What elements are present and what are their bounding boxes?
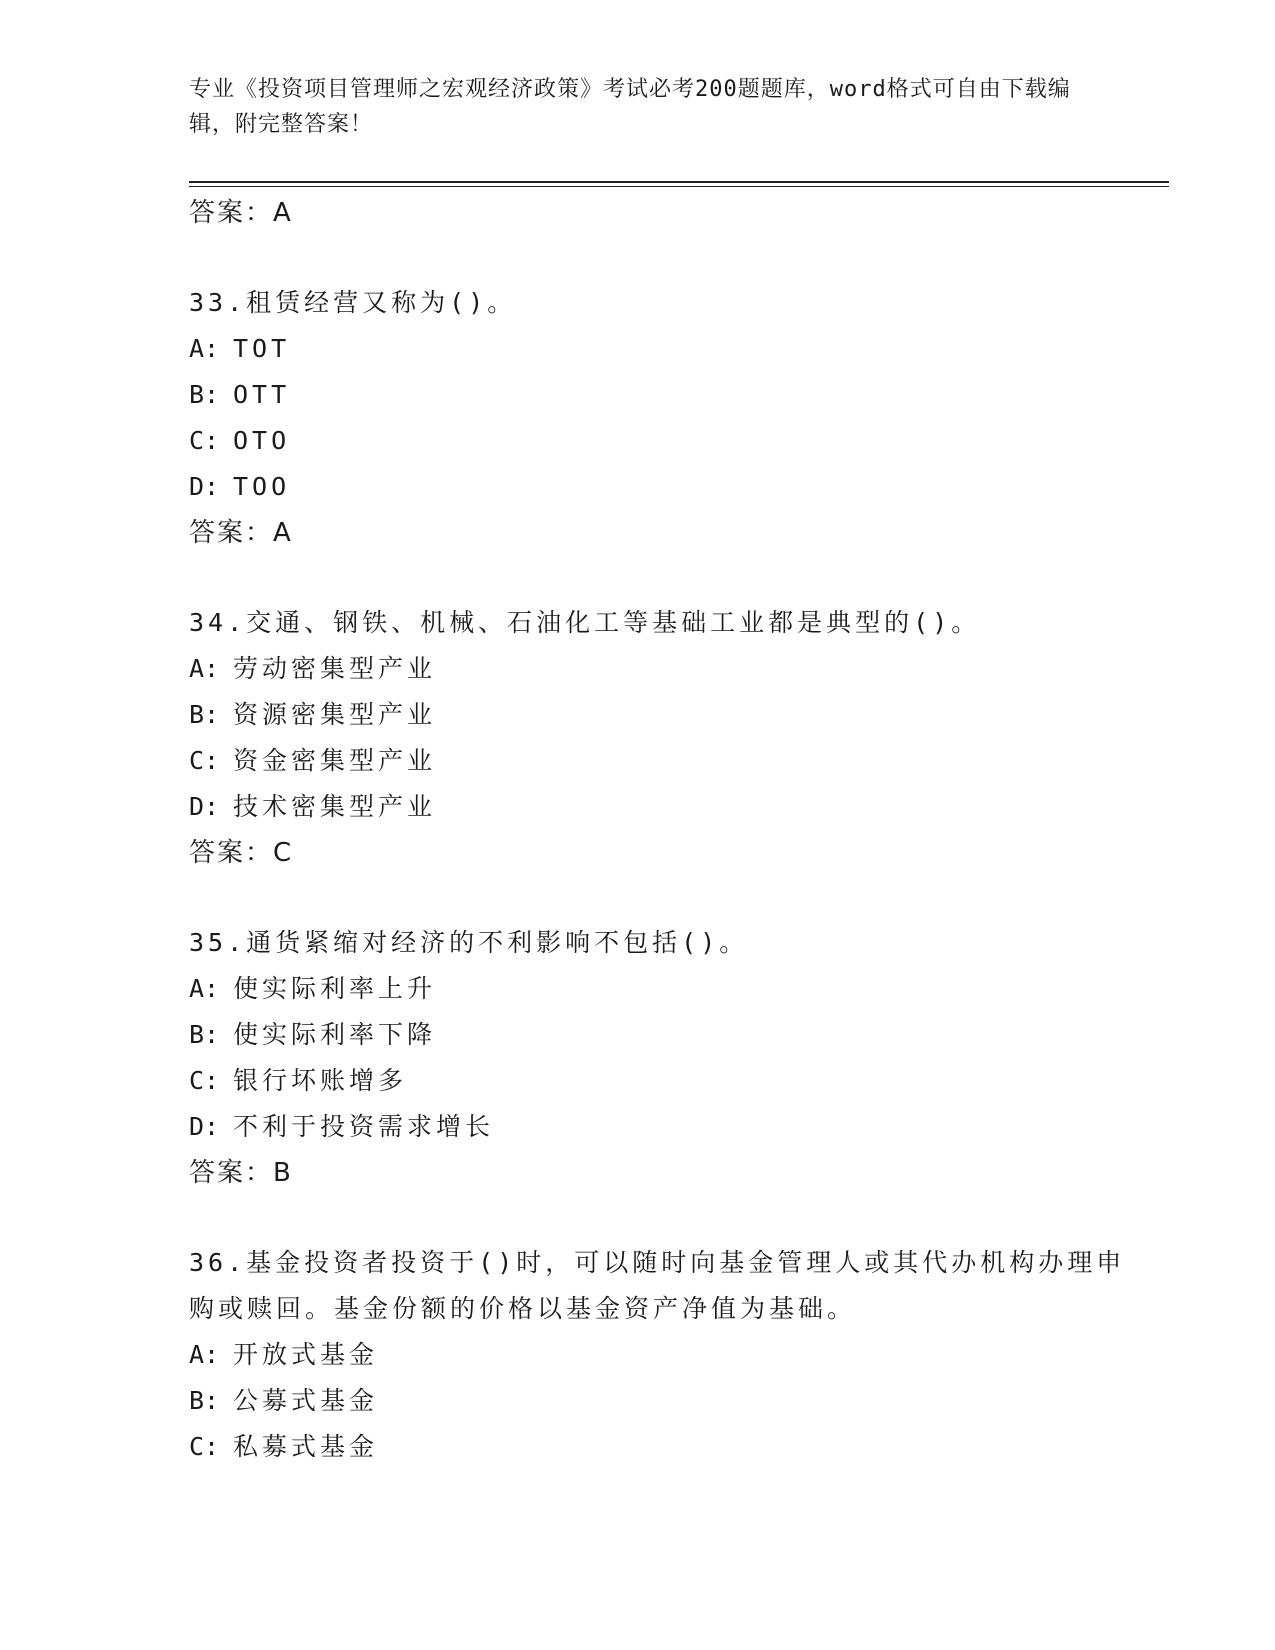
option-label: A:	[189, 974, 220, 1003]
question-block	[189, 1240, 1149, 1470]
document-header: 专业《投资项目管理师之宏观经济政策》考试必考200题题库，word格式可自由下载编辑，附完整答案！	[189, 77, 1071, 137]
question-block	[189, 280, 1149, 556]
question-stem: 36.基金投资者投资于()时，可以随时向基金管理人或其代办机构办理申购或赎回。基金份额的价格以基金资产净值为基础。	[189, 1248, 1126, 1323]
option-b	[189, 692, 1149, 738]
question-stem: 35.通货紧缩对经济的不利影响不包括()。	[189, 928, 749, 957]
option-c	[189, 1424, 1149, 1470]
option-text: 公募式基金	[233, 1386, 379, 1415]
option-label: D:	[189, 792, 220, 821]
option-label: D:	[189, 1112, 220, 1141]
option-a	[189, 1332, 1149, 1378]
option-text: 劳动密集型产业	[233, 654, 437, 683]
option-a	[189, 326, 1149, 372]
answer-line	[189, 510, 1149, 556]
question-stem: 33.租赁经营又称为()。	[189, 288, 517, 317]
option-label: B:	[189, 1386, 220, 1415]
option-label: B:	[189, 700, 220, 729]
question-block	[189, 600, 1149, 876]
option-c	[189, 1058, 1149, 1104]
answer-line	[189, 1150, 1149, 1196]
option-b	[189, 1012, 1149, 1058]
option-text: 银行坏账增多	[233, 1066, 408, 1095]
option-a	[189, 646, 1149, 692]
option-label: C:	[189, 1066, 220, 1095]
option-c	[189, 738, 1149, 784]
question-block	[189, 920, 1149, 1196]
option-label: C:	[189, 426, 220, 455]
option-label: C:	[189, 746, 220, 775]
option-b	[189, 1378, 1149, 1424]
option-a	[189, 966, 1149, 1012]
answer-key: B	[273, 1158, 291, 1188]
spacer	[189, 556, 1149, 600]
header-divider-thin	[189, 186, 1169, 187]
spacer	[189, 236, 1149, 280]
option-label: B:	[189, 380, 220, 409]
option-d	[189, 1104, 1149, 1150]
option-text: TOT	[233, 334, 291, 363]
spacer	[189, 1196, 1149, 1240]
option-text: 资金密集型产业	[233, 746, 437, 775]
option-text: 私募式基金	[233, 1432, 379, 1461]
question-stem: 34.交通、钢铁、机械、石油化工等基础工业都是典型的()。	[189, 608, 981, 637]
option-text: 资源密集型产业	[233, 700, 437, 729]
answer-label: 答案：	[189, 198, 274, 228]
option-label: A:	[189, 1340, 220, 1369]
option-text: OTO	[233, 426, 291, 455]
answer-line	[189, 830, 1149, 876]
option-d	[189, 464, 1149, 510]
option-label: A:	[189, 334, 220, 363]
option-c	[189, 418, 1149, 464]
option-text: 不利于投资需求增长	[233, 1112, 495, 1141]
answer-label: 答案：	[189, 838, 274, 868]
option-text: 开放式基金	[233, 1340, 379, 1369]
spacer	[189, 876, 1149, 920]
option-text: OTT	[233, 380, 291, 409]
answer-label: 答案：	[189, 1158, 274, 1188]
answer-key: C	[273, 838, 292, 868]
question-list	[189, 190, 1149, 1470]
answer-key: A	[273, 198, 291, 228]
option-label: B:	[189, 1020, 220, 1049]
header-divider-thick	[189, 181, 1169, 183]
option-label: D:	[189, 472, 220, 501]
option-label: C:	[189, 1432, 220, 1461]
option-d	[189, 784, 1149, 830]
option-label: A:	[189, 654, 220, 683]
option-text: 使实际利率上升	[233, 974, 437, 1003]
option-b	[189, 372, 1149, 418]
previous-answer	[189, 190, 1149, 236]
option-text: 使实际利率下降	[233, 1020, 437, 1049]
answer-label: 答案：	[189, 518, 274, 548]
option-text: 技术密集型产业	[233, 792, 437, 821]
answer-key: A	[273, 518, 291, 548]
option-text: TOO	[233, 472, 291, 501]
